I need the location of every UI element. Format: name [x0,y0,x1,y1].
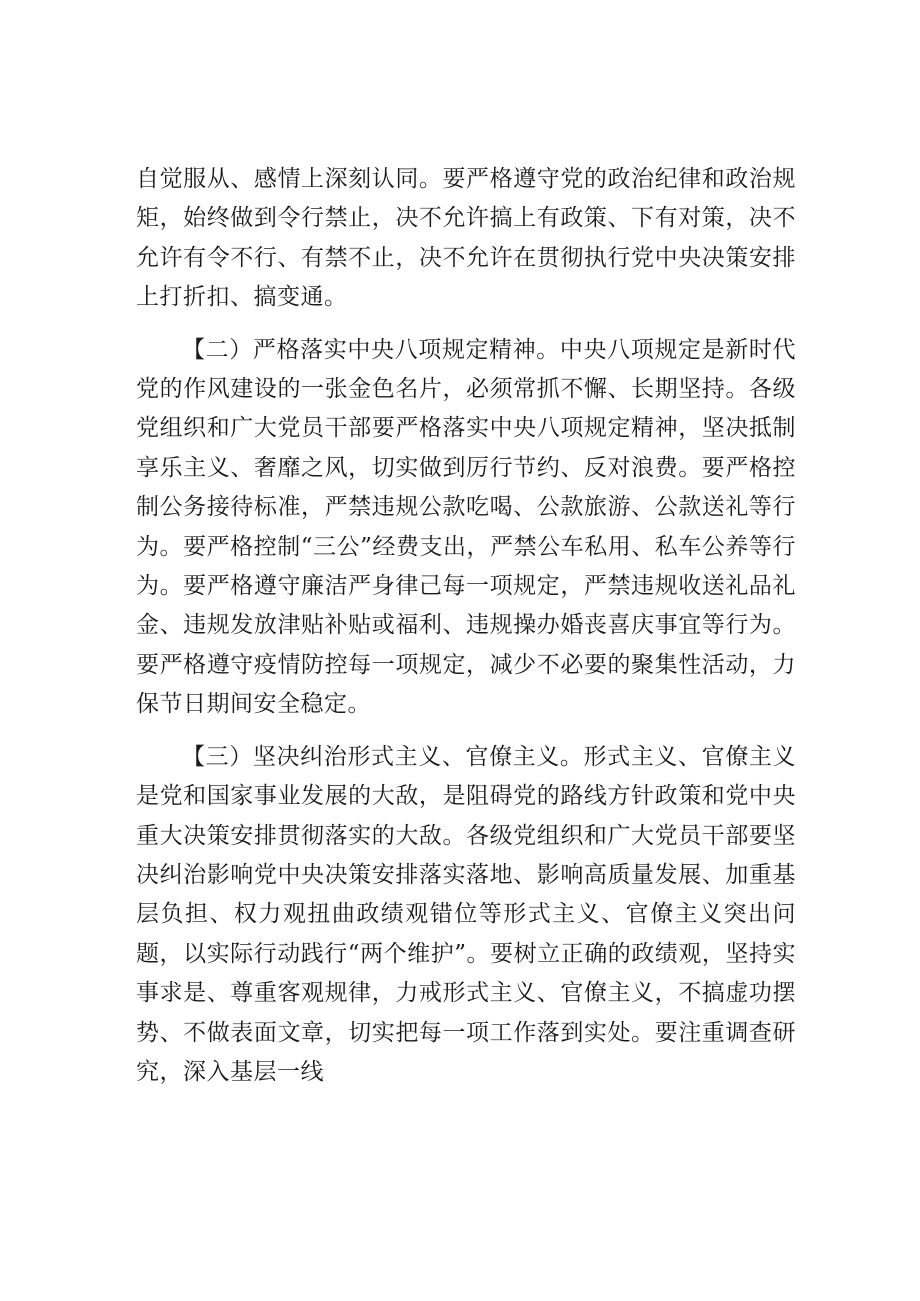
paragraph-section-2: 【二）严格落实中央八项规定精神。中央八项规定是新时代党的作风建设的一张金色名片，必须常抓不懈、长期坚持。各级党组织和广大党员干部要严格落实中央八项规定精神，坚决抵制享乐主义、奢靡之风，切实做到厉行节约、反对浪费。要严格控制公务接待标准，严禁违规公款吃喝、公款旅游、公款送礼等行为。要严格控制“三公”经费支出，严禁公车私用、私车公养等行为。要严格遵守廉洁严身律己每一项规定，严禁违规收送礼品礼金、违规发放津贴补贴或福利、违规操办婚丧喜庆事宜等行为。要严格遵守疫情防控每一项规定，减少不必要的聚集性活动，力保节日期间安全稳定。 [136,336,796,718]
paragraph-continuation: 自觉服从、感情上深刻认同。要严格遵守党的政治纪律和政治规矩，始终做到令行禁止，决不允许搞上有政策、下有对策，决不允许有令不行、有禁不止，决不允许在贯彻执行党中央决策安排上打折扣、搞变通。 [136,166,796,311]
paragraph-section-3: 【三）坚决纠治形式主义、官僚主义。形式主义、官僚主义是党和国家事业发展的大敌，是阻碍党的路线方针政策和党中央重大决策安排贯彻落实的大敌。各级党组织和广大党员干部要坚决纠治影响党中央决策安排落实落地、影响高质量发展、加重基层负担、权力观扭曲政绩观错位等形式主义、官僚主义突出问题，以实际行动践行“两个维护”。要树立正确的政绩观，坚持实事求是、尊重客观规律，力戒形式主义、官僚主义，不搞虚功摆势、不做表面文章，切实把每一项工作落到实处。要注重调查研究，深入基层一线 [136,743,796,1085]
document-body [136,160,796,1092]
